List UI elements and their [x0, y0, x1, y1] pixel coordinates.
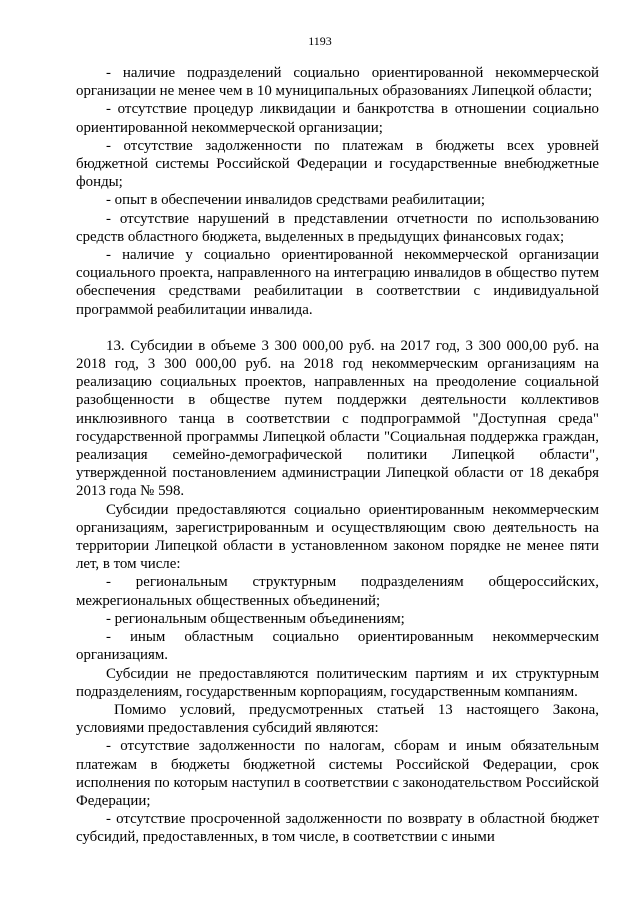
document-body	[76, 64, 599, 847]
paragraph: - отсутствие процедур ликвидации и банкротства в отношении социально ориентированной некоммерческой организации;	[76, 101, 599, 136]
paragraph: - наличие у социально ориентированной некоммерческой организации социального проекта, направленного на интеграцию инвалидов в общество путем обеспечения средствами реабилитации в соответствии с индивидуальной программой реабилитации инвалида.	[76, 247, 599, 318]
page-number: 1193	[308, 34, 332, 48]
paragraph: - региональным общественным объединениям;	[106, 610, 405, 627]
paragraph: - иным областным социально ориентированным некоммерческим организациям.	[76, 629, 599, 664]
paragraph: - опыт в обеспечении инвалидов средствами реабилитации;	[106, 192, 485, 209]
paragraph: - наличие подразделений социально ориентированной некоммерческой организации не менее чем в 10 муниципальных образованиях Липецкой области;	[76, 65, 599, 100]
section-13-heading-paragraph: 13. Субсидии в объеме 3 300 000,00 руб. на 2017 год, 3 300 000,00 руб. на 2018 год, 3 300 000,00 руб. на 2018 год некоммерческим организациям на реализацию социальных проектов, направленных на преодоление социальной разобщенности в обществе путем поддержки деятельности коллективов инклюзивного танца в соответствии с подпрограммой "Доступная среда" государственной программы Липецкой области "Социальная поддержка граждан, реализация семейно-демографической политики Липецкой области", утвержденной постановлением администрации Липецкой области от 18 декабря 2013 года № 598.	[76, 337, 599, 500]
paragraph: - региональным структурным подразделениям общероссийских, межрегиональных общественных объединений;	[76, 574, 599, 609]
paragraph: Субсидии предоставляются социально ориентированным некоммерческим организациям, зарегистрированным и осуществляющим свою деятельность на территории Липецкой области в установленном законом порядке не менее пяти лет, в том числе:	[76, 501, 599, 573]
paragraph: - отсутствие просроченной задолженности по возврату в областной бюджет субсидий, предоставленных, в том числе, в соответствии с иными	[76, 811, 599, 846]
paragraph: Субсидии не предоставляются политическим партиям и их структурным подразделениям, государственным корпорациям, государственным компаниям.	[76, 665, 599, 700]
paragraph: - отсутствие нарушений в представлении отчетности по использованию средств областного бюджета, выделенных в предыдущих финансовых годах;	[76, 210, 599, 245]
paragraph: Помимо условий, предусмотренных статьей 13 настоящего Закона, условиями предоставления субсидий являются:	[76, 701, 599, 737]
paragraph: - отсутствие задолженности по платежам в бюджеты всех уровней бюджетной системы Российской Федерации и государственные внебюджетные фонды;	[76, 137, 599, 191]
paragraph: - отсутствие задолженности по налогам, сборам и иным обязательным платежам в бюджеты бюджетной системы Российской Федерации, срок исполнения по которым наступил в соответствии с законодательством Российской Федерации;	[76, 738, 599, 809]
